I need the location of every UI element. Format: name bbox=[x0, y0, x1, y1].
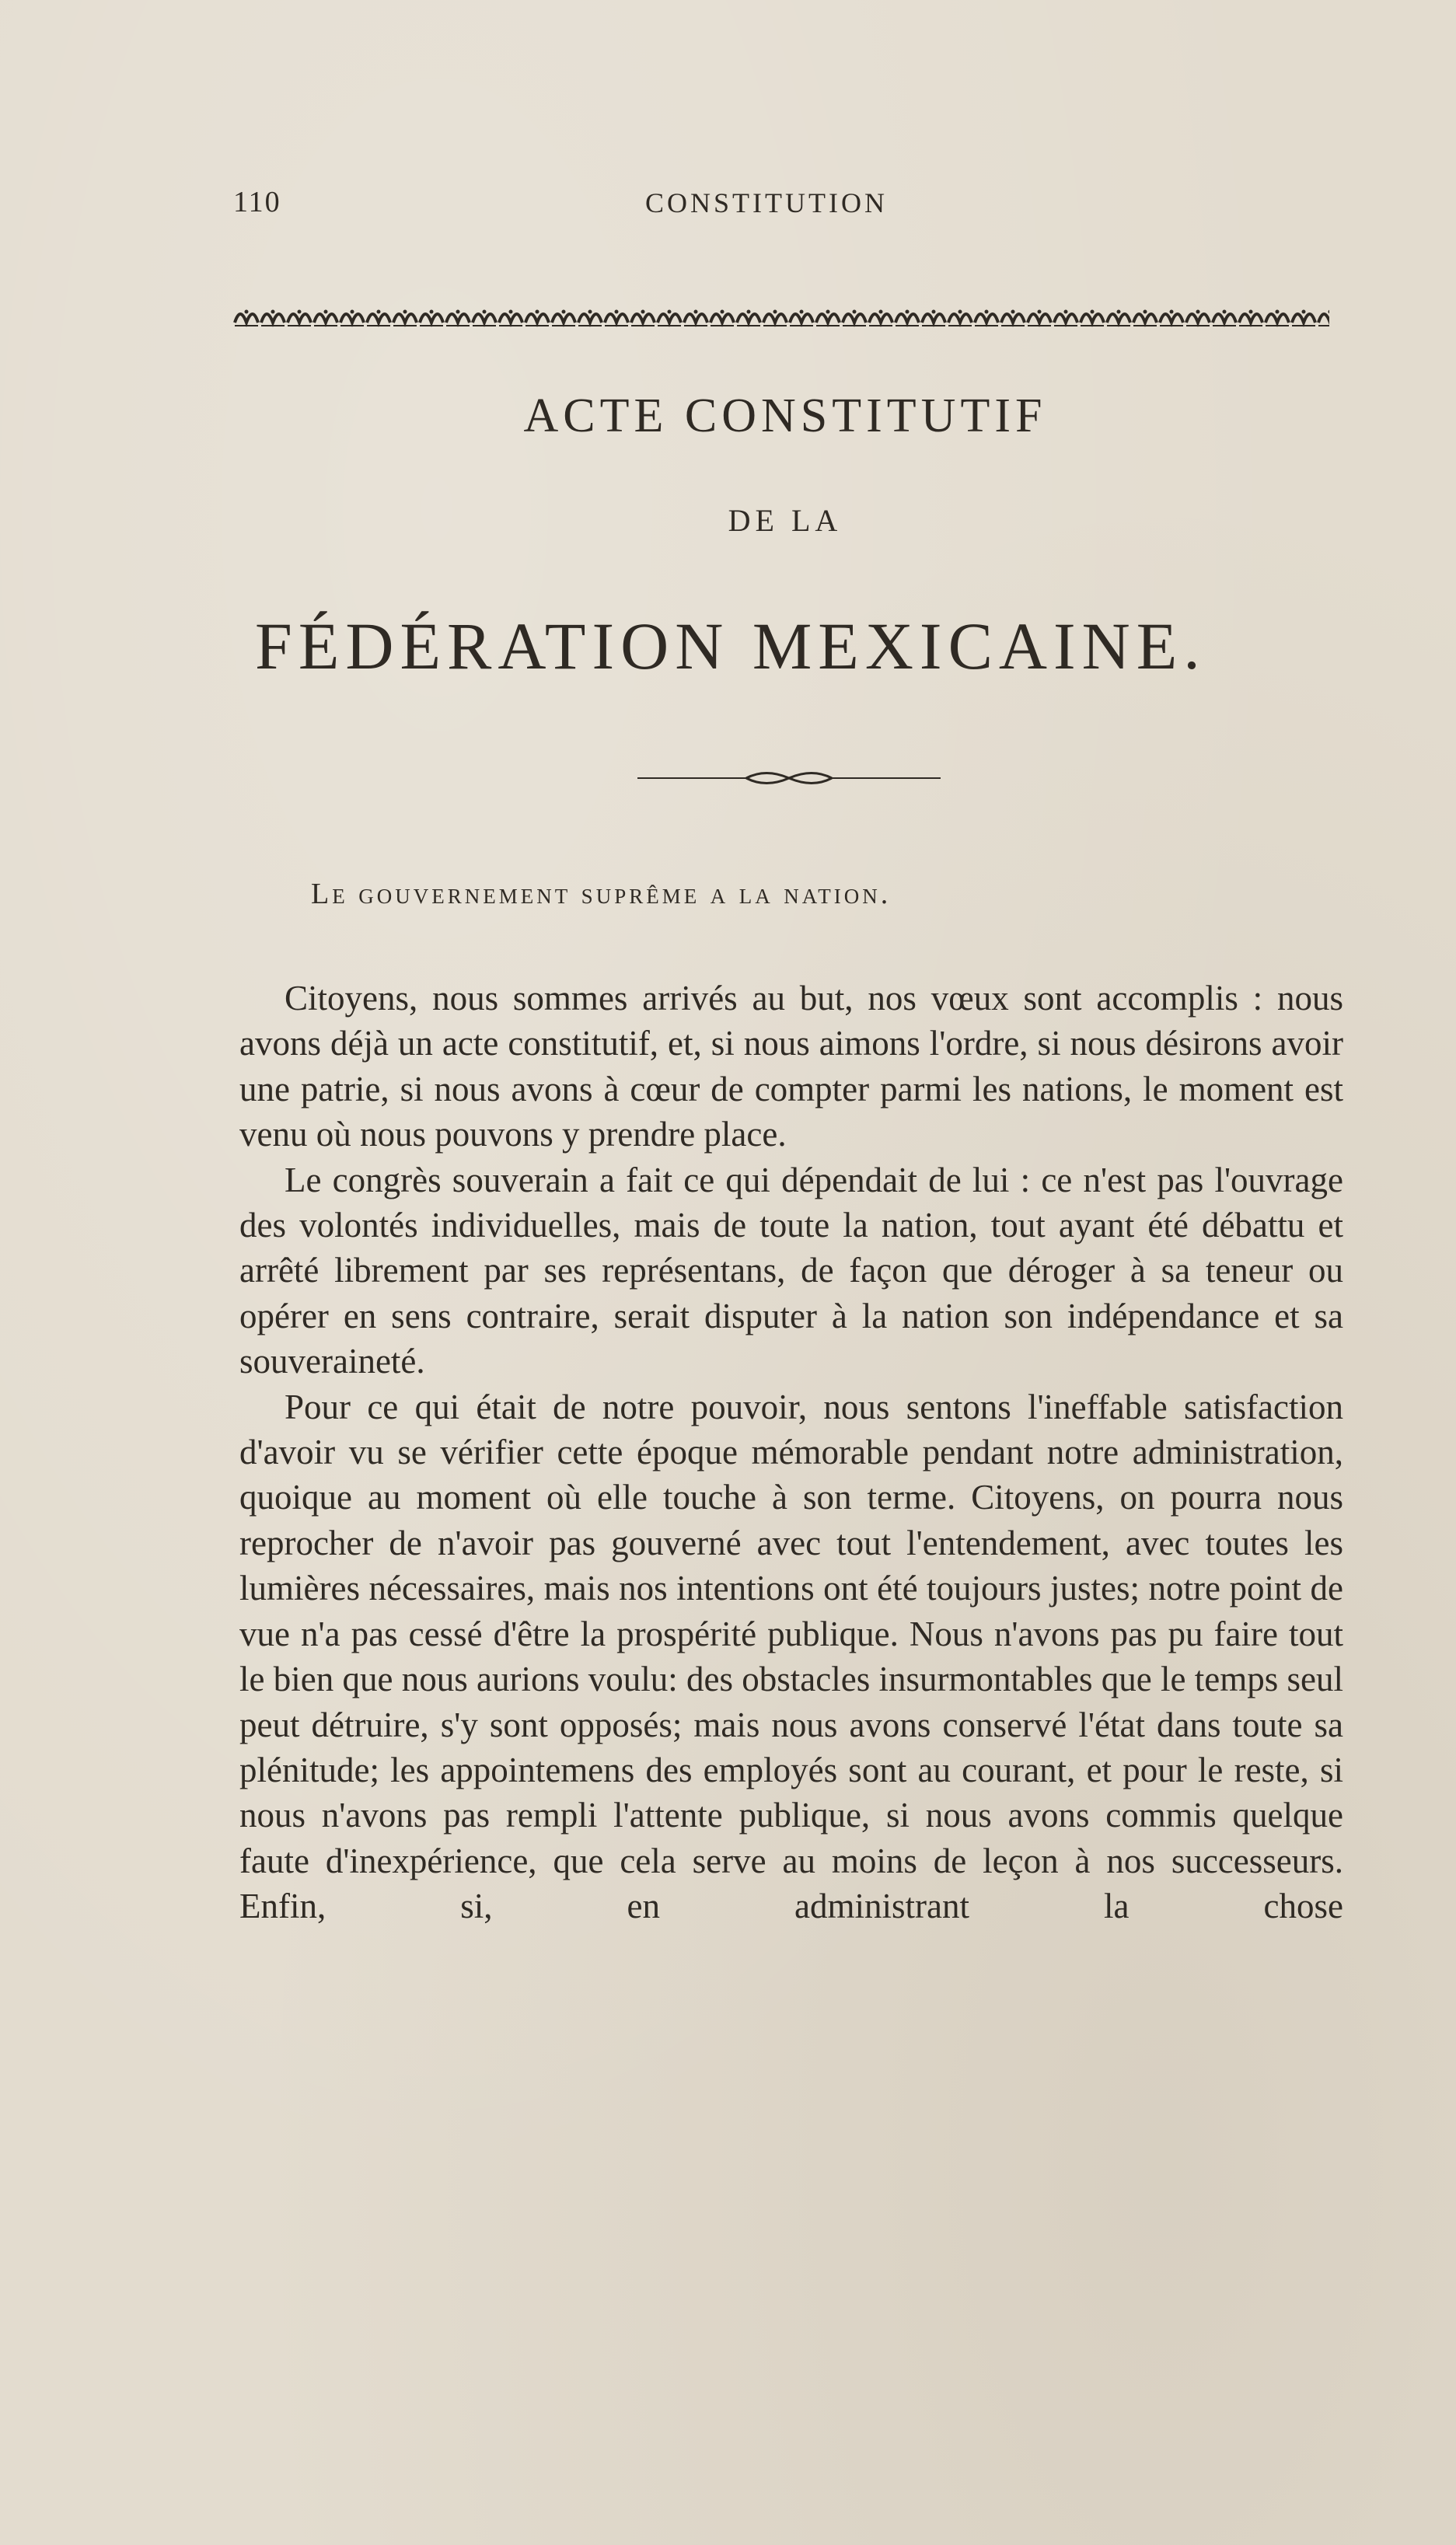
title-line-3: FÉDÉRATION MEXICAINE. bbox=[255, 609, 1206, 683]
title-line-1: ACTE CONSTITUTIF bbox=[523, 389, 1047, 442]
body-text bbox=[239, 976, 1343, 1929]
paragraph-1: Citoyens, nous sommes arrivés au but, nos vœux sont accomplis : nous avons déjà un acte constitutif, et, si nous aimons l'ordre, si nous désirons avoir une patrie, si nous avons à cœur de compter parmi les nations, le moment est venu où nous pouvons y prendre place. bbox=[239, 979, 1343, 1154]
paragraph-3: Pour ce qui était de notre pouvoir, nous sentons l'ineffable satisfaction d'avoir vu se vérifier cette époque mémorable pendant notre administration, quoique au moment où elle touche à son terme. Citoyens, on pourra nous reprocher de n'avoir pas gouverné avec tout l'entendement, avec toutes les lumières nécessaires, mais nos intentions ont été toujours justes; notre point de vue n'a pas cessé d'être la prospérité publique. Nous n'avons pas pu faire tout le bien que nous aurions voulu: des obstacles insurmontables que le temps seul peut détruire, s'y sont opposés; mais nous avons conservé l'état dans toute sa plénitude; les appointemens des employés sont au courant, et pour le reste, si nous n'avons pas rempli l'attente publique, si nous avons commis quelque faute d'inexpérience, que cela serve au moins de leçon à nos successeurs. Enfin, si, en administrant la chose bbox=[239, 1387, 1343, 1926]
ornamental-divider bbox=[637, 766, 941, 790]
ornamental-band bbox=[233, 299, 1329, 335]
running-head bbox=[233, 185, 1337, 232]
paragraph-2: Le congrès souverain a fait ce qui dépendait de lui : ce n'est pas l'ouvrage des volontés individuelles, mais de toute la nation, tout ayant été débattu et arrêté librement par ses représentans, de façon que déroger à sa teneur ou opérer en sens contraire, serait disputer à la nation son indépendance et sa souveraineté. bbox=[239, 1160, 1343, 1381]
running-title: CONSTITUTION bbox=[645, 187, 888, 218]
title-line-2: DE LA bbox=[728, 503, 843, 538]
page-number: 110 bbox=[233, 186, 281, 218]
section-heading: Le gouvernement suprême a la nation. bbox=[311, 878, 892, 910]
title-block bbox=[233, 381, 1337, 689]
